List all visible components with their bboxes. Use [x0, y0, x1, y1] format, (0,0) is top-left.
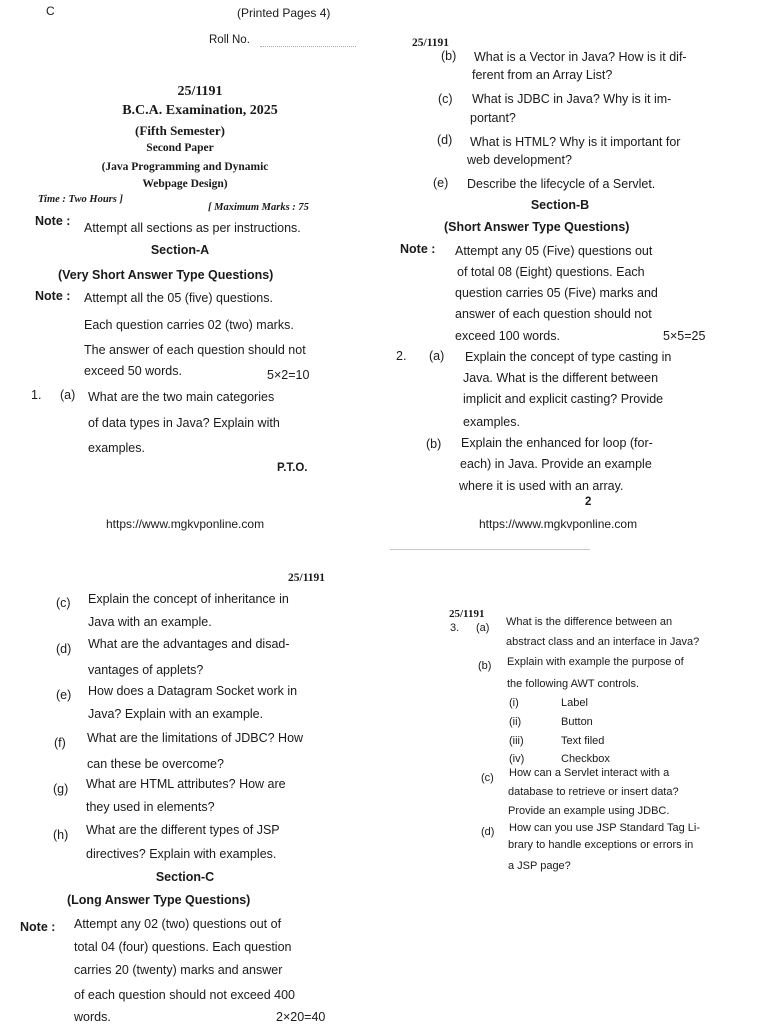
question-label: (c) [438, 92, 453, 106]
question-line: What are the advantages and disad- [88, 637, 290, 651]
question-line: a JSP page? [508, 860, 571, 872]
semester: (Fifth Semester) [135, 123, 225, 138]
section-c-marks: 2×20=40 [276, 1010, 326, 1024]
question-label: (b) [478, 660, 492, 672]
question-line: What are the different types of JSP [86, 823, 280, 837]
question-line: each) in Java. Provide an example [460, 457, 652, 471]
question-line: Java? Explain with an example. [88, 707, 264, 721]
printed-pages: (Printed Pages 4) [237, 6, 331, 20]
awt-control-label: (iii) [509, 735, 524, 747]
question-line: of data types in Java? Explain with [88, 416, 280, 430]
awt-control-label: (i) [509, 697, 519, 709]
paper-code: 25/1191 [449, 608, 485, 620]
question-label: (d) [437, 133, 453, 147]
question-line: database to retrieve or insert data? [508, 786, 679, 798]
question-label: (e) [433, 176, 449, 190]
question-line: vantages of applets? [88, 663, 204, 677]
question-line: What are the limitations of JDBC? How [87, 731, 304, 745]
section-b-note-line: Attempt any 05 (Five) questions out [455, 244, 653, 258]
awt-control-name: Label [561, 697, 588, 709]
question-line: What are the two main categories [88, 390, 275, 404]
question-line: examples. [88, 441, 145, 455]
question-line: examples. [463, 415, 520, 429]
question-line: where it is used with an array. [459, 479, 624, 493]
subject-line-1: (Java Programming and Dynamic [101, 161, 269, 173]
question-line: Java. What is the different between [463, 371, 659, 385]
question-line: Describe the lifecycle of a Servlet. [467, 177, 656, 191]
question-line: What is the difference between an [506, 616, 673, 628]
question-label: (g) [53, 782, 69, 796]
section-c-note-line: carries 20 (twenty) marks and answer [74, 963, 283, 977]
section-a-note-line: Each question carries 02 (two) marks. [84, 318, 294, 332]
paper-code: 25/1191 [177, 84, 223, 99]
awt-control-label: (ii) [509, 716, 522, 728]
question-line: What are HTML attributes? How are [86, 777, 286, 791]
question-label: (d) [56, 642, 72, 656]
question-label: (f) [54, 736, 66, 750]
section-b-note-label: Note : [400, 242, 436, 256]
question-line: What is JDBC in Java? Why is it im- [472, 92, 672, 106]
question-line: Explain the enhanced for loop (for- [461, 436, 653, 450]
corner-letter: C [46, 4, 55, 18]
footer-url: https://www.mgkvponline.com [106, 517, 265, 531]
section-c-title: Section-C [155, 870, 215, 884]
question-line: What is a Vector in Java? How is it dif- [474, 50, 687, 64]
awt-control-name: Checkbox [561, 753, 610, 765]
note-label: Note : [35, 214, 71, 228]
section-b-note-line: exceed 100 words. [455, 329, 560, 343]
paper-code: 25/1191 [412, 37, 450, 49]
scan-divider [390, 549, 590, 550]
question-label: (c) [481, 772, 494, 784]
question-label: (a) [476, 622, 490, 634]
awt-control-name: Button [561, 716, 593, 728]
question-line: implicit and explicit casting? Provide [463, 392, 664, 406]
question-label: (e) [56, 688, 72, 702]
question-label: (c) [56, 596, 71, 610]
paper-code: 25/1191 [288, 572, 326, 584]
question-line: Provide an example using JDBC. [508, 805, 670, 817]
question-number: 2. [396, 349, 407, 363]
section-a-note-line: The answer of each question should not [84, 343, 306, 357]
awt-control-name: Text filed [561, 735, 605, 747]
question-line: Explain with example the purpose of [507, 656, 684, 668]
section-a-note-line: Attempt all the 05 (five) questions. [84, 291, 273, 305]
section-c-note-line: total 04 (four) questions. Each question [74, 940, 292, 954]
question-line: Explain the concept of inheritance in [88, 592, 289, 606]
footer-url: https://www.mgkvponline.com [479, 517, 638, 531]
question-line: portant? [470, 111, 516, 125]
paper-number: Second Paper [146, 142, 214, 154]
question-line: ferent from an Array List? [472, 68, 613, 82]
maximum-marks: [ Maximum Marks : 75 [208, 202, 309, 213]
question-line: abstract class and an interface in Java? [506, 636, 700, 648]
roll-no-label: Roll No. [209, 34, 250, 46]
section-c-subtitle: (Long Answer Type Questions) [67, 893, 251, 907]
question-line: Explain the concept of type casting in [465, 350, 672, 364]
section-a-subtitle: (Very Short Answer Type Questions) [58, 268, 274, 282]
question-line: How does a Datagram Socket work in [88, 684, 298, 698]
section-a-title: Section-A [150, 243, 210, 257]
section-c-note-line: words. [74, 1010, 111, 1024]
question-line: Java with an example. [88, 615, 212, 629]
exam-title: B.C.A. Examination, 2025 [122, 103, 278, 118]
question-label: (b) [441, 49, 457, 63]
section-b-marks: 5×5=25 [663, 329, 706, 343]
question-number: 1. [31, 388, 42, 402]
question-line: the following AWT controls. [507, 678, 640, 690]
question-line: brary to handle exceptions or errors in [508, 839, 694, 851]
section-c-note-line: Attempt any 02 (two) questions out of [74, 917, 282, 931]
question-line: How can a Servlet interact with a [509, 767, 670, 779]
note-text: Attempt all sections as per instructions. [84, 221, 301, 235]
section-b-title: Section-B [530, 198, 590, 212]
subject-line-2: Webpage Design) [142, 178, 228, 190]
section-b-subtitle: (Short Answer Type Questions) [444, 220, 630, 234]
question-line: can these be overcome? [87, 757, 224, 771]
question-label: (a) [429, 349, 445, 363]
section-b-note-line: of total 08 (Eight) questions. Each [457, 265, 645, 279]
question-line: How can you use JSP Standard Tag Li- [509, 822, 700, 834]
time-allowed: Time : Two Hours ] [38, 194, 123, 205]
question-label: (h) [53, 828, 69, 842]
section-a-note-line: exceed 50 words. [84, 364, 182, 378]
question-label: (a) [60, 388, 76, 402]
section-a-note-label: Note : [35, 289, 71, 303]
question-line: web development? [467, 153, 572, 167]
page-number: 2 [585, 496, 592, 508]
question-number: 3. [450, 622, 460, 634]
question-label: (b) [426, 437, 442, 451]
question-label: (d) [481, 826, 495, 838]
question-line: What is HTML? Why is it important for [470, 135, 681, 149]
question-line: directives? Explain with examples. [86, 847, 277, 861]
section-a-marks: 5×2=10 [267, 368, 310, 382]
section-c-note-label: Note : [20, 920, 56, 934]
section-c-note-line: of each question should not exceed 400 [74, 988, 296, 1002]
question-line: they used in elements? [86, 800, 215, 814]
section-b-note-line: answer of each question should not [455, 307, 652, 321]
pto-marker: P.T.O. [277, 462, 308, 474]
roll-no-blank [260, 46, 356, 47]
awt-control-label: (iv) [509, 753, 525, 765]
section-b-note-line: question carries 05 (Five) marks and [455, 286, 658, 300]
